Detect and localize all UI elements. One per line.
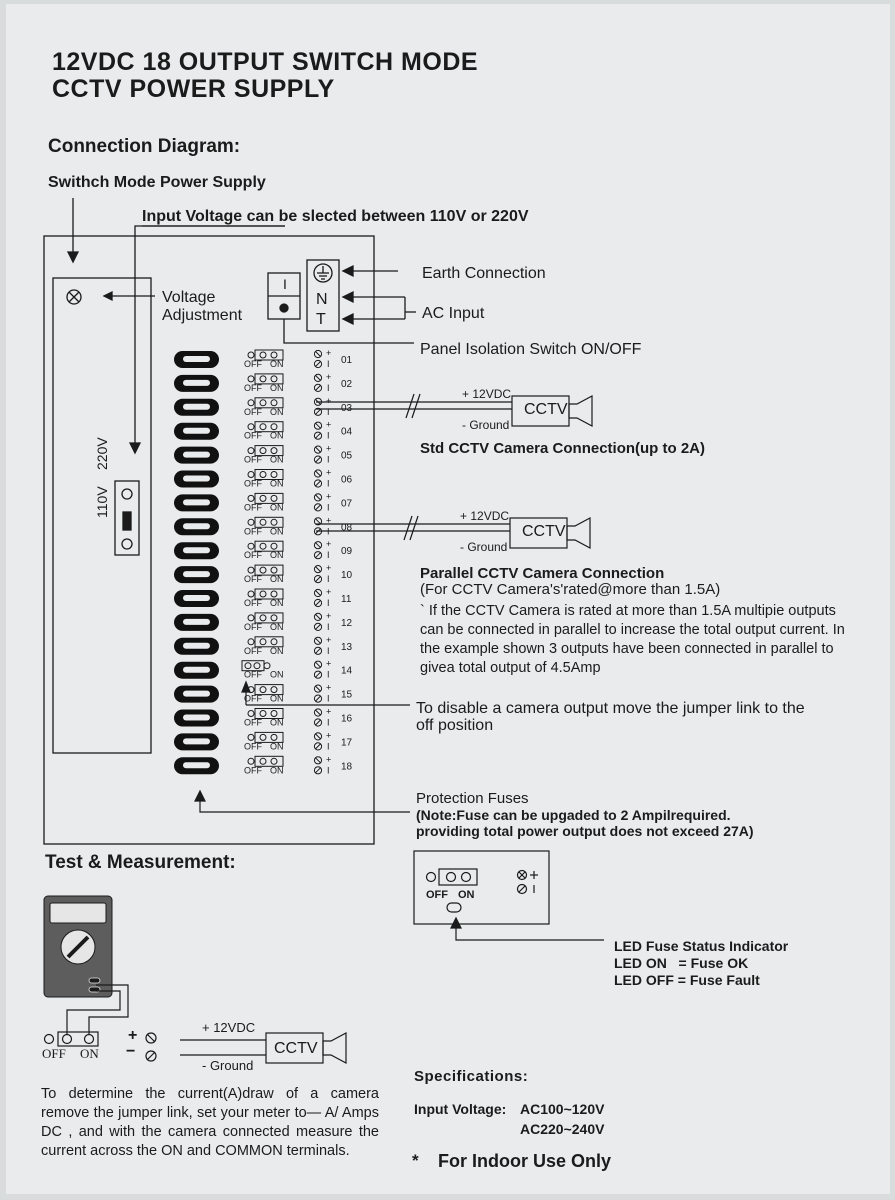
jumper-on-label: ON [270, 502, 284, 513]
fuse-window-16 [183, 715, 210, 721]
output-terminals [314, 348, 352, 775]
specs-v2: AC220~240V [520, 1121, 605, 1137]
jumper-on-label: ON [270, 574, 284, 585]
jumper-off-label: OFF [244, 693, 262, 704]
svg-text:+: + [326, 563, 332, 574]
jumper-10[interactable] [244, 565, 284, 584]
jumper-15[interactable] [244, 685, 284, 704]
svg-text:+: + [326, 348, 332, 358]
terminal-02 [314, 372, 352, 393]
jumper-13[interactable] [244, 637, 284, 656]
jumper-17[interactable] [244, 732, 284, 751]
fuse-window-10 [183, 571, 210, 577]
svg-text:+: + [326, 634, 332, 645]
par-cctv-body: ` If the CCTV Camera is rated at more than 1.5A multipie outputs can be connected in parallel to increase the total output current. In the example shown 3 outputs have been connected in parallel to givea total output of 4.5Amp [420, 603, 845, 676]
test-camera-lens [323, 1033, 346, 1063]
fuse-window-07 [183, 499, 210, 505]
jumper-on-label: ON [270, 454, 284, 465]
output-number: 13 [341, 641, 353, 653]
jumper-off-label: OFF [244, 454, 262, 465]
terminal-17 [314, 730, 352, 751]
test-off-label: OFF [42, 1046, 66, 1061]
fuse-window-01 [183, 356, 210, 362]
multimeter [44, 896, 112, 997]
par-cctv-sub: (For CCTV Camera's'rated@more than 1.5A) [420, 581, 721, 598]
svg-text:+: + [326, 443, 332, 454]
terminal-06 [314, 468, 352, 489]
std-ground-label: - Ground [462, 418, 510, 432]
fuse-window-06 [183, 476, 210, 482]
output-number: 08 [341, 522, 353, 534]
output-number: 03 [341, 402, 353, 414]
svg-text:I: I [327, 430, 330, 441]
fuse-window-08 [183, 523, 210, 529]
jumper-08[interactable] [244, 517, 284, 536]
input-voltage-note: Input Voltage can be slected between 110V or 220V [142, 208, 529, 225]
fuse-window-04 [183, 428, 210, 434]
jumper-on-label: ON [270, 741, 284, 752]
jumper-18[interactable] [244, 756, 284, 775]
led-on-label: ON [458, 889, 475, 901]
svg-text:I: I [327, 598, 330, 608]
svg-text:+: + [326, 467, 332, 478]
svg-text:+: + [326, 587, 332, 597]
svg-text:I: I [327, 502, 330, 513]
voltage-adjustment-line-1: Voltage [162, 289, 216, 306]
terminal-n: N [316, 291, 328, 308]
panel-switch-label: Panel Isolation Switch ON/OFF [420, 341, 642, 358]
output-number: 11 [341, 594, 352, 605]
jumper-01[interactable] [244, 350, 284, 369]
jumper-on-label: ON [270, 406, 284, 417]
output-number: 05 [341, 450, 353, 462]
svg-text:I: I [327, 454, 330, 465]
svg-text:+: + [326, 539, 332, 550]
test-paragraph: To determine the current(A)draw of a camera remove the jumper link, set your meter to— A/ Amps DC , and with the camera connected measure the current across the ON and COMMON terminals. [41, 1086, 379, 1159]
disable-note-line-1: To disable a camera output move the jumper link to the [416, 700, 805, 717]
jumper-on-label: ON [270, 693, 284, 704]
svg-text:I: I [327, 406, 330, 417]
terminal-t: T [316, 311, 326, 328]
svg-text:I: I [327, 693, 330, 704]
svg-text:+: + [326, 754, 332, 765]
test-camera-label: CCTV [274, 1040, 318, 1057]
std-plus-label: + 12VDC [462, 387, 512, 401]
svg-text:I: I [327, 741, 330, 752]
jumper-off-label: OFF [244, 765, 262, 776]
svg-text:I: I [327, 645, 330, 656]
jumper-on-label: ON [270, 430, 284, 441]
jumper-column [242, 350, 284, 775]
output-number: 17 [341, 737, 353, 749]
disable-note-line-2: off position [416, 717, 494, 734]
jumper-off-label: OFF [244, 359, 262, 369]
output-number: 10 [341, 570, 353, 582]
connection-diagram-heading: Connection Diagram: [48, 136, 241, 157]
jumper-on-label: ON [270, 550, 284, 561]
jumper-on-label: ON [270, 621, 284, 632]
test-camera [266, 1033, 323, 1063]
jumper-07[interactable] [244, 493, 284, 512]
test-plus: + [128, 1027, 138, 1044]
specs-star: * [412, 1151, 419, 1170]
std-camera-label: CCTV [524, 401, 568, 418]
output-number: 07 [341, 498, 353, 510]
output-number: 12 [341, 617, 353, 629]
fuse-window-15 [183, 691, 210, 697]
jumper-on-label: ON [270, 382, 284, 393]
test-heading: Test & Measurement: [45, 852, 236, 873]
par-ground-label: - Ground [460, 540, 508, 554]
terminal-05 [314, 444, 352, 465]
svg-text:+: + [326, 706, 332, 717]
jumper-02[interactable] [244, 374, 284, 393]
psu-label: Swithch Mode Power Supply [48, 174, 266, 191]
terminal-15 [314, 683, 352, 704]
jumper-off-label: OFF [244, 526, 262, 537]
terminal-04 [314, 420, 352, 441]
output-number: 16 [341, 713, 353, 725]
v220-label: 220V [94, 437, 110, 470]
test-ground-label: - Ground [202, 1058, 254, 1073]
specs-input-label: Input Voltage: [414, 1101, 507, 1117]
terminal-11 [314, 587, 351, 608]
jumper-off-label: OFF [244, 669, 262, 680]
jumper-off-label: OFF [244, 741, 262, 752]
svg-text:I: I [327, 621, 330, 632]
terminal-10 [314, 563, 352, 584]
fuse-window-17 [183, 738, 210, 744]
led-indicator [447, 903, 461, 912]
terminal-07 [314, 491, 352, 512]
std-cctv-caption: Std CCTV Camera Connection(up to 2A) [420, 440, 706, 457]
jumper-12[interactable] [244, 613, 284, 632]
jumper-off-label: OFF [244, 598, 262, 608]
led-off-line: LED OFF = Fuse Fault [614, 972, 760, 988]
par-plus-label: + 12VDC [460, 509, 510, 523]
jumper-11[interactable] [244, 589, 284, 608]
svg-text:+: + [326, 730, 332, 741]
par-camera-label: CCTV [522, 523, 566, 540]
terminal-16 [314, 707, 352, 728]
svg-text:+: + [326, 515, 332, 526]
svg-text:I: I [327, 382, 330, 393]
title-line-2: CCTV POWER SUPPLY [52, 75, 335, 103]
test-minus: − [126, 1043, 136, 1060]
terminal-09 [314, 539, 352, 560]
fuse-window-11 [183, 595, 210, 601]
terminal-01 [314, 348, 352, 369]
output-number: 14 [341, 665, 353, 677]
svg-text:+: + [326, 610, 332, 621]
jumper-off-label: OFF [244, 574, 262, 585]
test-on-label: ON [80, 1046, 99, 1061]
svg-text:+: + [326, 395, 332, 406]
led-off-label: OFF [426, 889, 448, 901]
svg-text:+: + [326, 658, 332, 669]
svg-text:I: I [327, 717, 330, 728]
par-cctv-caption: Parallel CCTV Camera Connection [420, 565, 665, 582]
fuse-window-18 [183, 762, 210, 768]
jumper-on-label: ON [270, 359, 284, 369]
svg-text:I: I [327, 478, 330, 489]
svg-text:+: + [326, 371, 332, 382]
jumper-on-label: ON [270, 645, 284, 656]
jumper-on-label: ON [270, 669, 284, 680]
fuse-window-14 [183, 667, 210, 673]
svg-text:I: I [327, 526, 330, 537]
earth-connection-label: Earth Connection [422, 265, 546, 282]
std-camera [512, 396, 569, 426]
jumper-on-label: ON [270, 598, 284, 608]
terminal-18 [314, 754, 352, 775]
jumper-on-label: ON [270, 478, 284, 489]
switch-i-mark: I [283, 276, 287, 292]
jumper-off-label: OFF [244, 430, 262, 441]
inner-panel [53, 278, 151, 753]
jumper-off-label: OFF [244, 717, 262, 728]
jumper-off-label: OFF [244, 382, 262, 393]
terminal-03 [314, 396, 352, 417]
std-camera-lens [569, 396, 592, 426]
fuse-window-03 [183, 404, 210, 410]
psu-arrow [68, 252, 78, 262]
jumper-09[interactable] [244, 541, 284, 560]
jumper-16[interactable] [244, 709, 284, 728]
jumper-04[interactable] [244, 422, 284, 441]
specs-indoor: For Indoor Use Only [438, 1151, 612, 1171]
jumper-off-label: OFF [244, 478, 262, 489]
output-number: 02 [341, 378, 353, 390]
led-detail-box [414, 851, 549, 924]
jumper-off-label: OFF [244, 645, 262, 656]
fuse-window-09 [183, 547, 210, 553]
svg-text:+: + [326, 682, 332, 693]
led-title: LED Fuse Status Indicator [614, 938, 789, 954]
specs-v1: AC100~120V [520, 1101, 605, 1117]
output-number: 01 [341, 355, 353, 366]
voltage-adjustment-line-2: Adjustment [162, 307, 243, 324]
fuse-window-13 [183, 643, 210, 649]
jumper-on-label: ON [270, 526, 284, 537]
terminal-13 [314, 635, 352, 656]
jumper-05[interactable] [244, 446, 284, 465]
terminal-14 [314, 659, 352, 680]
led-on-line: LED ON = Fuse OK [614, 955, 749, 971]
jumper-06[interactable] [244, 470, 284, 489]
jumper-off-label: OFF [244, 406, 262, 417]
par-camera [510, 518, 567, 548]
terminal-12 [314, 611, 352, 632]
terminal-08 [314, 515, 352, 536]
fuses-title: Protection Fuses [416, 790, 529, 807]
output-number: 06 [341, 474, 353, 486]
v110-label: 110V [94, 486, 110, 518]
test-plus-label: + 12VDC [202, 1020, 256, 1035]
fuse-window-05 [183, 452, 210, 458]
svg-text:I: I [327, 574, 330, 585]
fuse-column [174, 351, 219, 774]
svg-text:I: I [327, 550, 330, 561]
jumper-off-label: OFF [244, 502, 262, 513]
ac-input-label: AC Input [422, 305, 485, 322]
title-line-1: 12VDC 18 OUTPUT SWITCH MODE [52, 48, 479, 76]
jumper-on-label: ON [270, 765, 284, 776]
output-number: 04 [341, 426, 353, 438]
jumper-off-label: OFF [244, 621, 262, 632]
par-camera-lens [567, 518, 590, 548]
fuse-window-02 [183, 380, 210, 386]
voltage-arrow [130, 443, 140, 453]
output-number: 15 [341, 689, 353, 701]
jumper-14[interactable] [242, 661, 284, 680]
output-number: 18 [341, 761, 353, 773]
svg-text:I: I [327, 359, 330, 369]
svg-text:I: I [327, 669, 330, 680]
jumper-off-label: OFF [244, 550, 262, 561]
fuse-window-12 [183, 619, 210, 625]
fuses-note-2: providing total power output does not exceed 27A) [416, 823, 754, 839]
fuses-note-1: (Note:Fuse can be upgaded to 2 Ampilrequired. [416, 807, 731, 823]
jumper-03[interactable] [244, 398, 284, 417]
svg-text:+: + [326, 491, 332, 502]
svg-text:+: + [326, 419, 332, 430]
output-number: 09 [341, 546, 353, 558]
svg-text:I: I [327, 765, 330, 776]
jumper-on-label: ON [270, 717, 284, 728]
specs-heading: Specifications: [414, 1068, 529, 1085]
